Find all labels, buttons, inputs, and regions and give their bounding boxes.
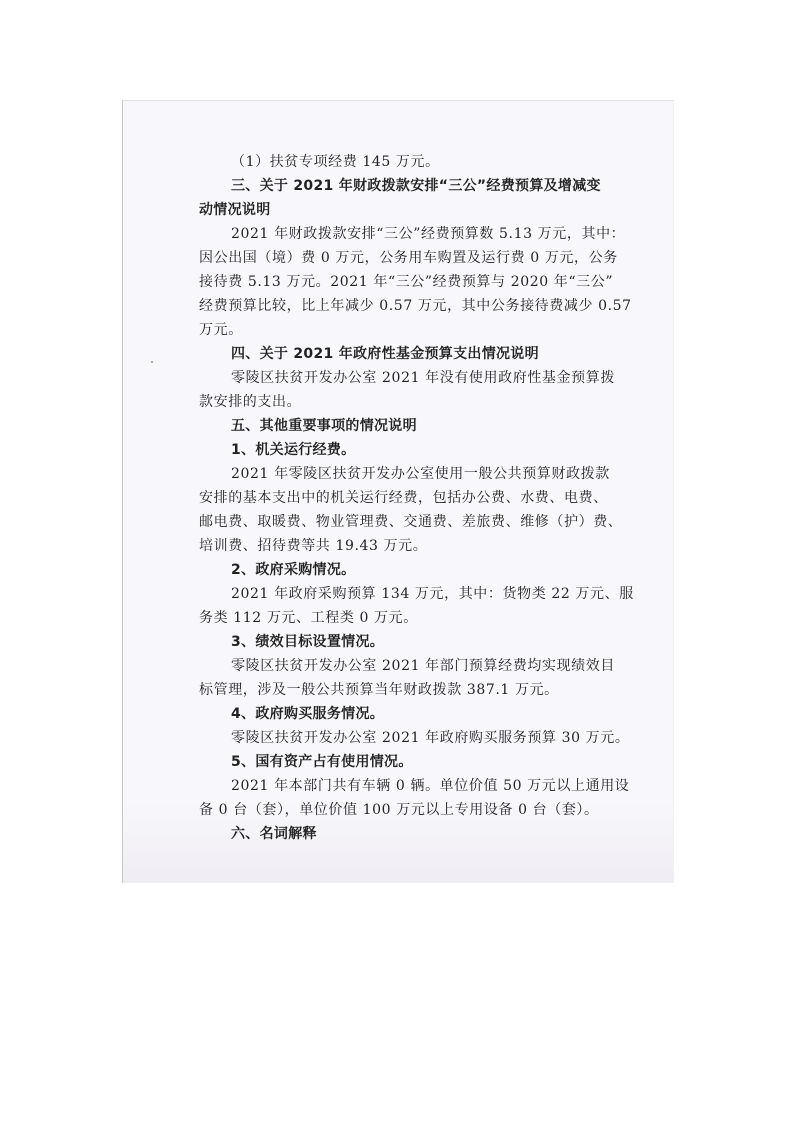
text-line: 经费预算比较，比上年减少 0.57 万元，其中公务接待费减少 0.57 — [199, 298, 632, 314]
text-line: 安排的基本支出中的机关运行经费，包括办公费、水费、电费、 — [199, 490, 608, 506]
text-line: 务类 112 万元、工程类 0 万元。 — [199, 610, 418, 626]
text-line: 万元。 — [199, 322, 243, 338]
subheading-4: 4、政府购买服务情况。 — [231, 706, 385, 722]
scan-speck — [151, 361, 153, 363]
text-line: 2021 年政府采购预算 134 万元，其中：货物类 22 万元、服 — [231, 586, 634, 602]
text-line: 零陵区扶贫开发办公室 2021 年没有使用政府性基金预算拨 — [231, 370, 615, 386]
text-line: 因公出国（境）费 0 万元，公务用车购置及运行费 0 万元，公务 — [199, 250, 618, 266]
section-heading-3-cont: 动情况说明 — [199, 202, 271, 218]
subheading-5: 5、国有资产占有使用情况。 — [231, 754, 413, 770]
text-line: 备 0 台（套），单位价值 100 万元以上专用设备 0 台（套）。 — [199, 802, 599, 818]
text-line: 邮电费、取暖费、物业管理费、交通费、差旅费、维修（护）费、 — [199, 514, 623, 530]
section-heading-6: 六、名词解释 — [231, 826, 317, 842]
text-line: 款安排的支出。 — [199, 394, 302, 410]
text-line: 零陵区扶贫开发办公室 2021 年政府购买服务预算 30 万元。 — [231, 730, 630, 746]
subheading-2: 2、政府采购情况。 — [231, 562, 356, 578]
text-line: 2021 年财政拨款安排“三公”经费预算数 5.13 万元，其中： — [231, 226, 626, 242]
text-line: 零陵区扶贫开发办公室 2021 年部门预算经费均实现绩效目 — [231, 658, 615, 674]
text-line: 接待费 5.13 万元。2021 年“三公”经费预算与 2020 年“三公” — [199, 274, 614, 290]
section-heading-3: 三、关于 2021 年财政拨款安排“三公”经费预算及增减变 — [231, 178, 601, 194]
text-line: 2021 年本部门共有车辆 0 辆。单位价值 50 万元以上通用设 — [231, 778, 630, 794]
text-line: 培训费、招待费等共 19.43 万元。 — [199, 538, 428, 554]
text-line: 标管理，涉及一般公共预算当年财政拨款 387.1 万元。 — [199, 682, 559, 698]
text-line: 2021 年零陵区扶贫开发办公室使用一般公共预算财政拨款 — [231, 466, 610, 482]
section-heading-4: 四、关于 2021 年政府性基金预算支出情况说明 — [231, 346, 539, 362]
scanned-page — [122, 100, 674, 883]
subheading-1: 1、机关运行经费。 — [231, 442, 356, 458]
subheading-3: 3、绩效目标设置情况。 — [231, 634, 385, 650]
text-line: （1）扶贫专项经费 145 万元。 — [231, 154, 440, 170]
section-heading-5: 五、其他重要事项的情况说明 — [231, 418, 417, 434]
